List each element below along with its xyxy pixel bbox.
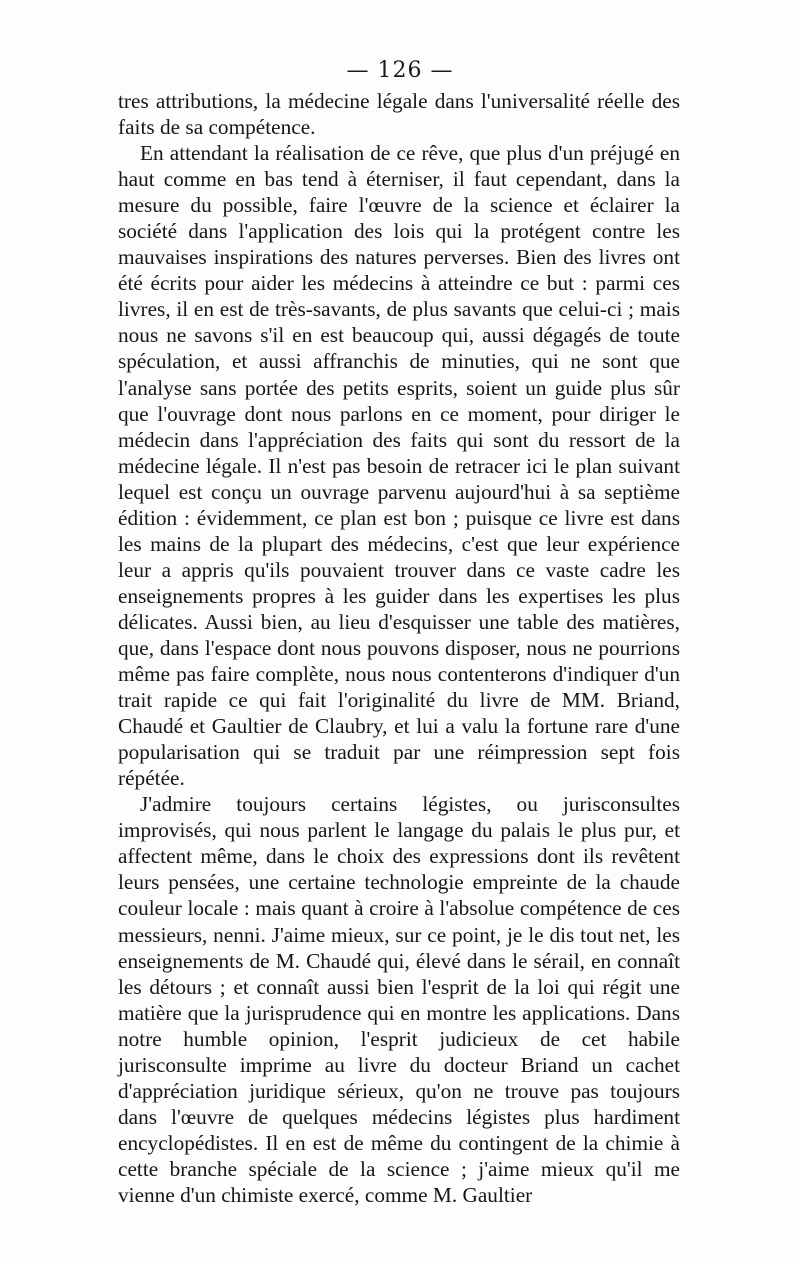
paragraph-reve: En attendant la réalisation de ce rêve, que plus d'un préjugé en haut comme en bas tend à éterniser, il faut cependant, dans la mesure du possible, faire l'œuvre de la science et éclairer la société dans l'application des lois qui la protégent contre les mauvaises inspirations des natures perverses. Bien des livres ont été écrits pour aider les médecins à atteindre ce but : parmi ces livres, il en est de très-savants, de plus savants que celui-ci ; mais nous ne savons s'il en est beaucoup qui, aussi dégagés de toute spéculation, et aussi affranchis de minuties, qui ne sont que l'analyse sans portée des petits esprits, soient un guide plus sûr que l'ouvrage dont nous parlons en ce moment, pour diriger le médecin dans l'appréciation des faits qui sont du ressort de la médecine légale. Il n'est pas besoin de retracer ici le plan suivant lequel est conçu un ouvrage parvenu aujourd'hui à sa septième édition : évidemment, ce plan est bon ; puisque ce livre est dans les mains de la plupart des médecins, c'est que leur expérience leur a appris qu'ils pouvaient trouver dans ce vaste cadre les enseignements propres à les guider dans les expertises les plus délicates. Aussi bien, au lieu d'esquisser une table des matières, que, dans l'espace dont nous pouvons disposer, nous ne pourrions même pas faire complète, nous nous contenterons d'indiquer d'un trait rapide ce qui fait l'originalité du livre de MM. Briand, Chaudé et Gaultier de Claubry, et lui a valu la fortune rare d'une popularisation qui se traduit par une réimpression sept fois répétée. xyxy=(118,141,680,791)
paragraph-legistes: J'admire toujours certains légistes, ou jurisconsultes improvisés, qui nous parlent le langage du palais le plus pur, et affectent même, dans le choix des expressions dont ils revêtent leurs pensées, une certaine technologie empreinte de la chaude couleur locale : mais quant à croire à l'absolue compétence de ces messieurs, nenni. J'aime mieux, sur ce point, je le dis tout net, les enseignements de M. Chaudé qui, élevé dans le sérail, en connaît les détours ; et connaît aussi bien l'esprit de la loi qui régit une matière que la jurisprudence qui en montre les applications. Dans notre humble opinion, l'esprit judicieux de cet habile jurisconsulte imprime au livre du docteur Briand un cachet d'appréciation juridique sérieux, qu'on ne trouve pas toujours dans l'œuvre de quelques médecins légistes plus hardiment encyclopédistes. Il en est de même du contingent de la chimie à cette branche spéciale de la science ; j'aime mieux qu'il me vienne d'un chimiste exercé, comme M. Gaultier xyxy=(118,792,680,1207)
page-number: — 126 — xyxy=(346,58,454,83)
body-text xyxy=(118,88,680,1208)
paragraph-continuation: tres attributions, la médecine légale dans l'universalité réelle des faits de sa compétence. xyxy=(118,89,680,140)
